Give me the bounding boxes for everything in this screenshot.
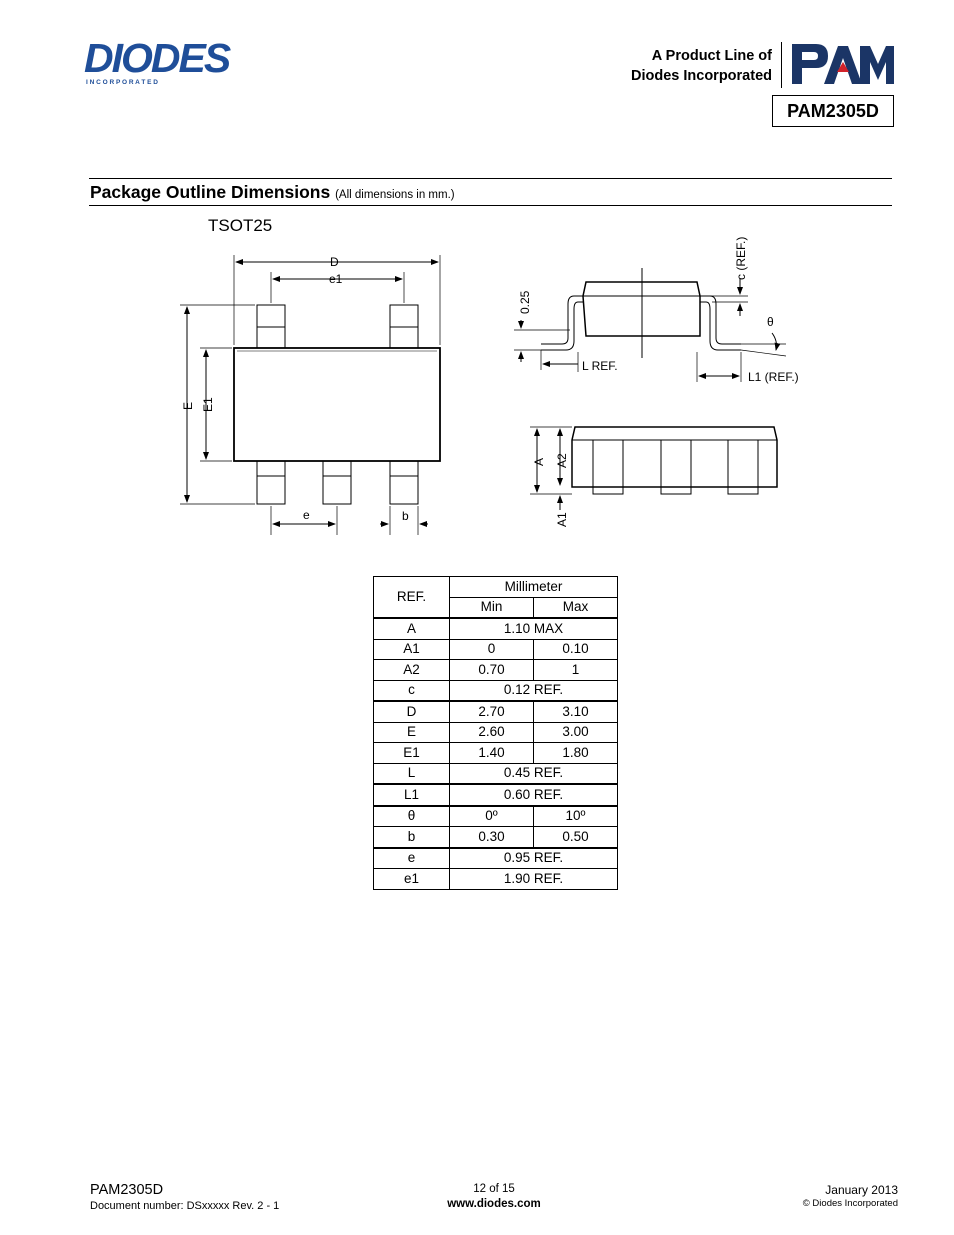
product-line-2: Diodes Incorporated — [631, 68, 772, 84]
table-cell-value: 0.95 REF. — [450, 848, 618, 869]
table-cell-ref: D — [374, 701, 450, 722]
footer-page: 12 of 15 — [473, 1183, 515, 1195]
table-cell-ref: A — [374, 618, 450, 639]
label-D: D — [330, 255, 339, 269]
table-header-max: Max — [534, 597, 618, 618]
label-b: b — [402, 509, 409, 523]
table-header-unit: Millimeter — [450, 577, 618, 598]
section-title-text: Package Outline Dimensions — [90, 182, 331, 202]
diodes-logo-subtext: I N C O R P O R A T E D — [86, 79, 158, 86]
package-name: TSOT25 — [208, 216, 273, 235]
top-view — [180, 255, 440, 535]
table-cell-max: 1.80 — [534, 743, 618, 764]
table-cell-min: 2.70 — [450, 701, 534, 722]
table-cell-value: 0.60 REF. — [450, 784, 618, 806]
label-E1: E1 — [201, 397, 215, 412]
table-cell-max: 0.50 — [534, 827, 618, 848]
table-header-ref: REF. — [374, 577, 450, 619]
product-line-1: A Product Line of — [651, 48, 772, 64]
table-cell-min: 0º — [450, 806, 534, 827]
table-row — [374, 806, 618, 827]
table-cell-ref: b — [374, 827, 450, 848]
label-A1: A1 — [555, 512, 569, 527]
table-cell-ref: c — [374, 680, 450, 701]
table-cell-ref: θ — [374, 806, 450, 827]
table-row — [374, 639, 618, 660]
label-A: A — [532, 457, 546, 466]
footer-part-number: PAM2305D — [90, 1182, 164, 1198]
table-row — [374, 743, 618, 764]
table-cell-value: 1.90 REF. — [450, 869, 618, 890]
table-cell-ref: e1 — [374, 869, 450, 890]
label-theta: θ — [767, 315, 774, 329]
label-l-ref: L REF. — [582, 359, 618, 373]
dimensions-table — [373, 576, 618, 890]
table-cell-ref: E1 — [374, 743, 450, 764]
table-cell-ref: A2 — [374, 660, 450, 681]
footer-center — [404, 1182, 584, 1212]
table-body — [374, 618, 618, 889]
table-header-min: Min — [450, 597, 534, 618]
footer-date: January 2013 — [825, 1183, 898, 1197]
table-cell-max: 3.00 — [534, 722, 618, 743]
label-A2: A2 — [555, 453, 569, 468]
footer-copyright: © Diodes Incorporated — [802, 1198, 898, 1209]
table-row — [374, 680, 618, 701]
label-e: e — [303, 508, 310, 522]
table-cell-value: 0.12 REF. — [450, 680, 618, 701]
table-cell-min: 0 — [450, 639, 534, 660]
table-row — [374, 618, 618, 639]
table-row — [374, 722, 618, 743]
table-cell-value: 1.10 MAX — [450, 618, 618, 639]
table-cell-ref: e — [374, 848, 450, 869]
table-cell-max: 1 — [534, 660, 618, 681]
table-row — [374, 660, 618, 681]
table-row — [374, 701, 618, 722]
label-E: E — [181, 401, 195, 410]
table-cell-min: 1.40 — [450, 743, 534, 764]
table-cell-max: 10º — [534, 806, 618, 827]
part-number-box: PAM2305D — [772, 95, 894, 127]
table-cell-value: 0.45 REF. — [450, 763, 618, 784]
label-l1-ref: L1 (REF.) — [748, 370, 799, 384]
diodes-logo-text: DIODES — [84, 38, 230, 81]
table-row — [374, 784, 618, 806]
package-outline-drawing — [0, 0, 954, 560]
table-row — [374, 827, 618, 848]
table-cell-ref: A1 — [374, 639, 450, 660]
table-cell-min: 2.60 — [450, 722, 534, 743]
label-c-ref: c (REF.) — [734, 236, 748, 280]
label-e1: e1 — [329, 272, 343, 286]
footer-website[interactable]: www.diodes.com — [447, 1198, 541, 1210]
table-cell-min: 0.30 — [450, 827, 534, 848]
table-row — [374, 763, 618, 784]
footer-document-number: Document number: DSxxxxx Rev. 2 - 1 — [90, 1200, 280, 1212]
footer-right — [803, 1183, 898, 1211]
table-cell-max: 0.10 — [534, 639, 618, 660]
table-row — [374, 869, 618, 890]
table-cell-ref: L — [374, 763, 450, 784]
table-cell-ref: L1 — [374, 784, 450, 806]
footer-left — [90, 1182, 279, 1212]
table-cell-ref: E — [374, 722, 450, 743]
table-cell-max: 3.10 — [534, 701, 618, 722]
section-subtitle: (All dimensions in mm.) — [335, 189, 455, 201]
table-row — [374, 848, 618, 869]
side-view — [514, 268, 786, 382]
label-0-25: 0.25 — [518, 290, 532, 314]
table-cell-min: 0.70 — [450, 660, 534, 681]
